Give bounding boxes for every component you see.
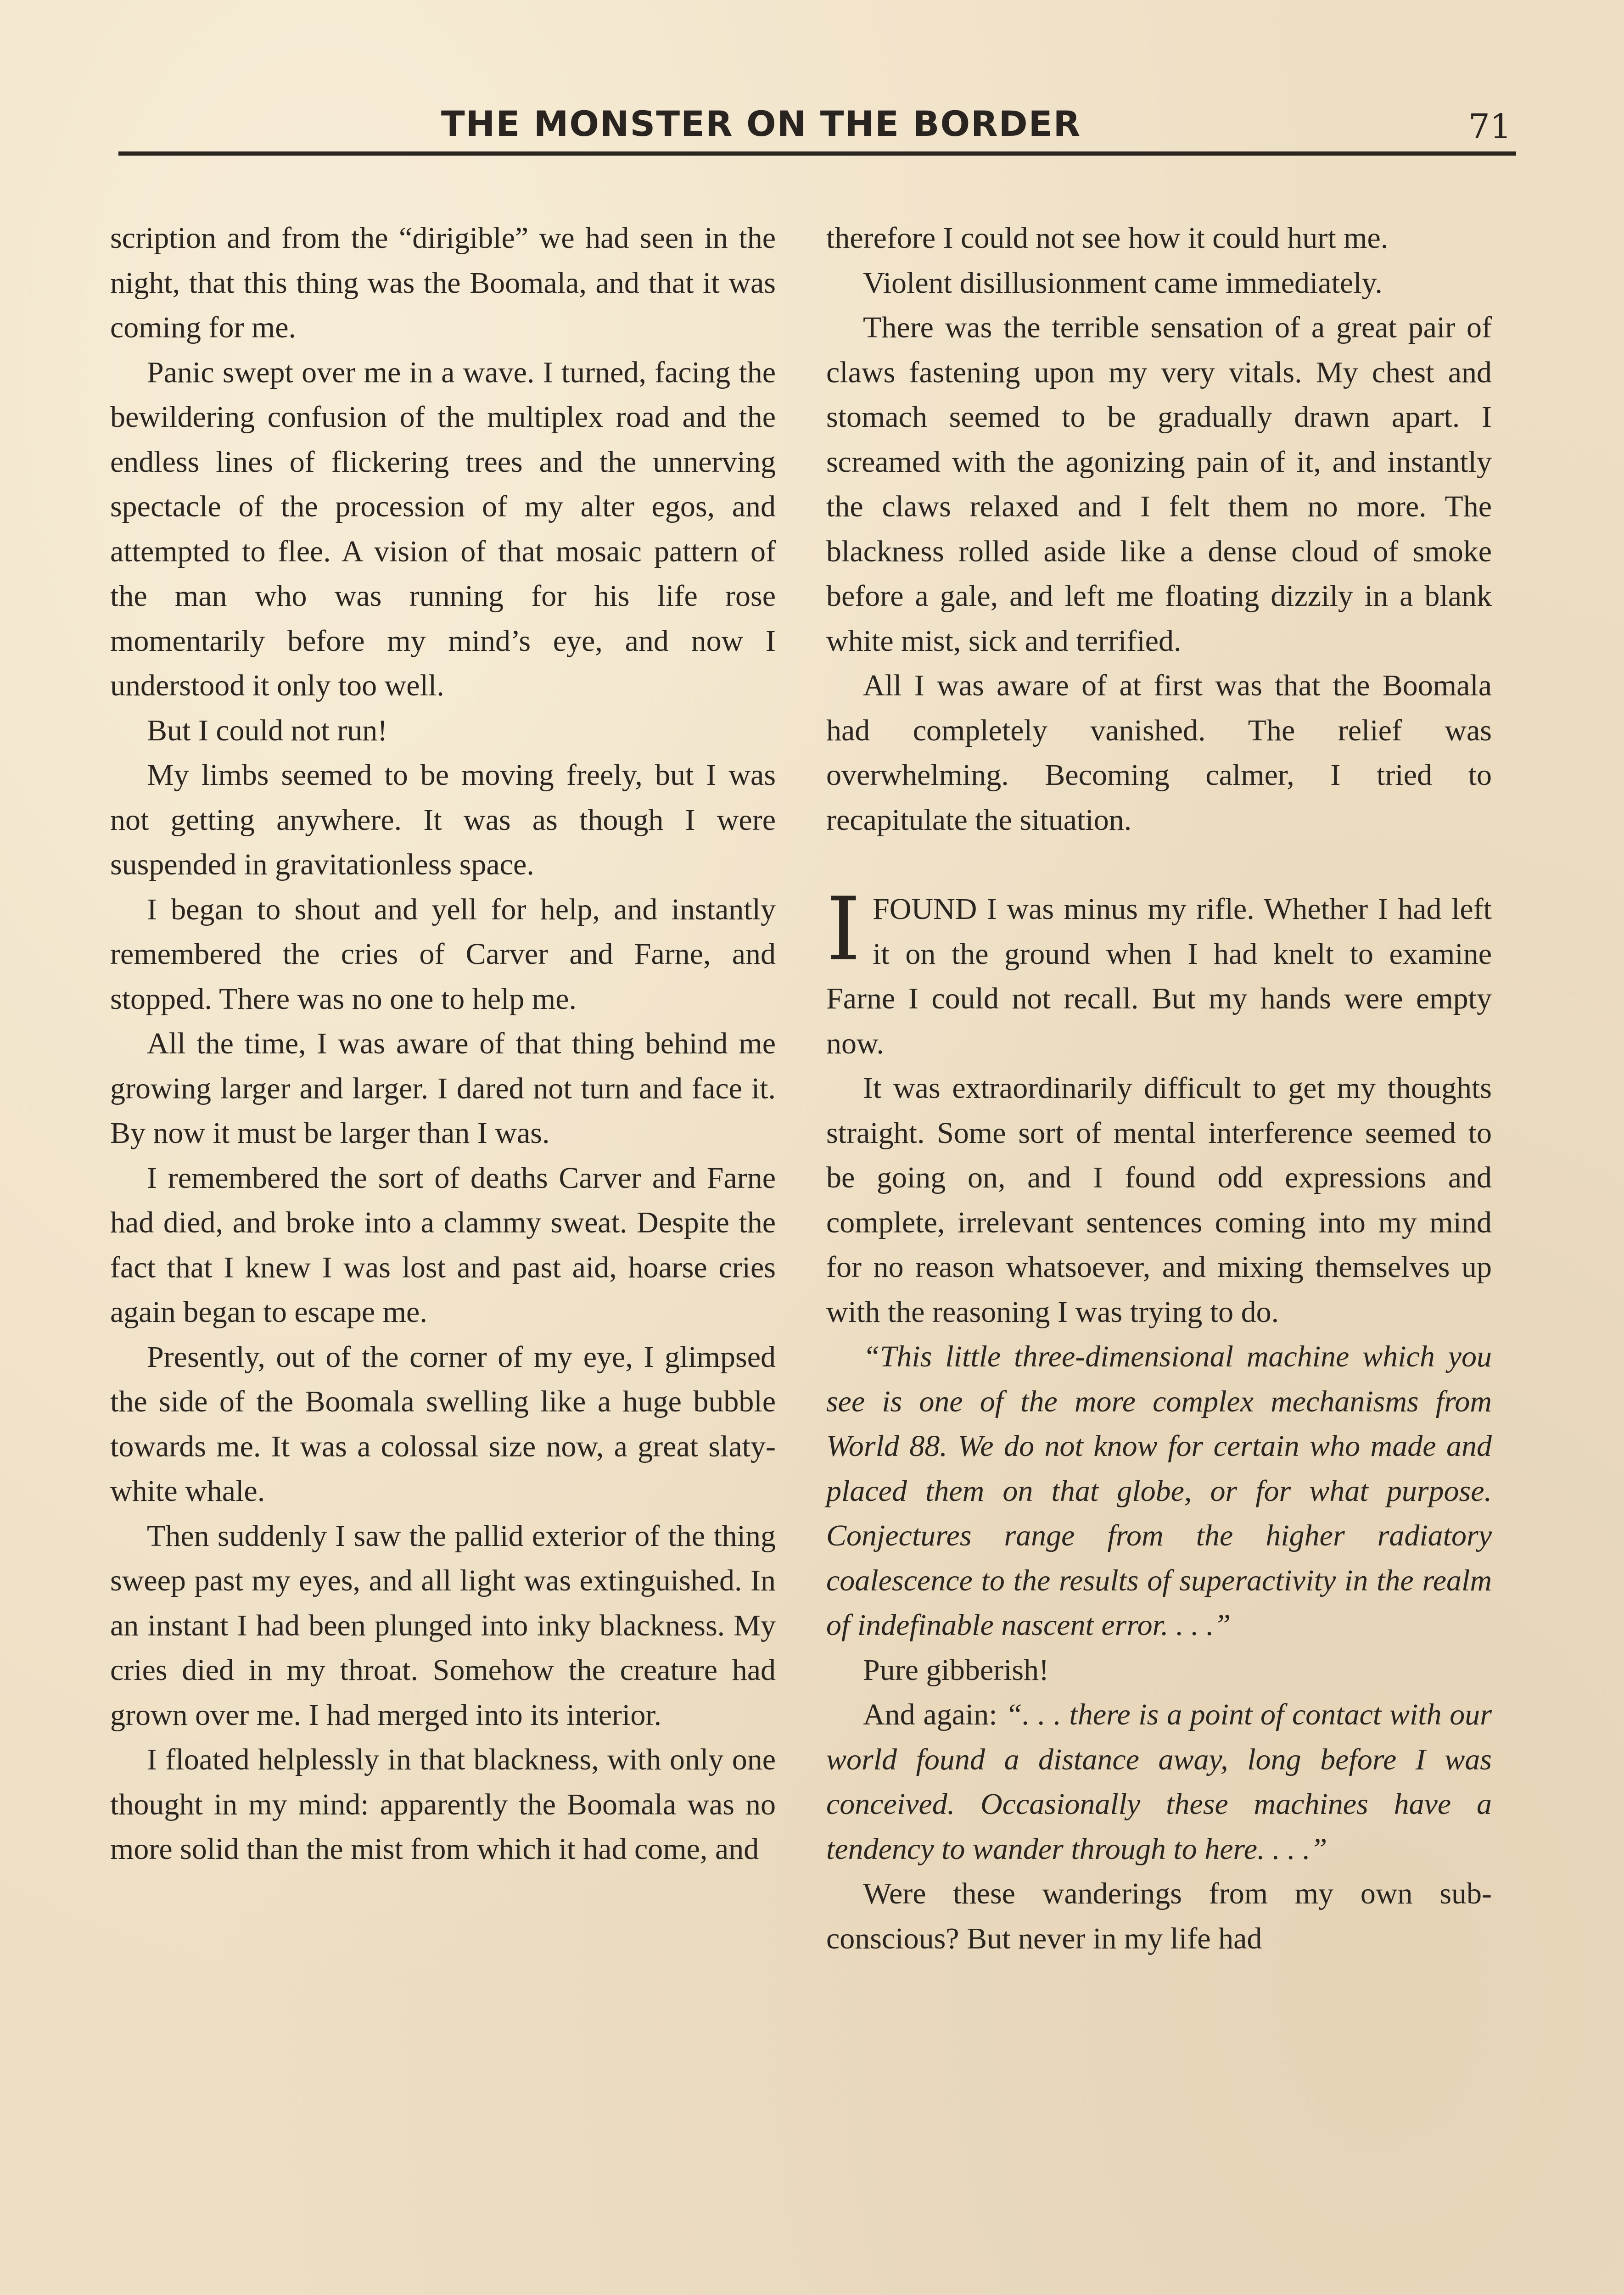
paragraph: I floated helplessly in that blackness, with only one thought in my mind: apparently the Boomala was no more solid than the mist from which it had come, and: [110, 1743, 776, 1866]
paragraph: Violent disillusionment came immediately.: [863, 266, 1383, 300]
page-number: 71: [1468, 107, 1512, 146]
paragraph: Pure gibberish!: [863, 1653, 1049, 1687]
paragraph: There was the terrible sensation of a great pair of claws fastening upon my very vitals. My chest and stomach seemed to be gradually drawn apart. I screamed with the agonizing pain of it, and instantly the claws relaxed and I felt them no more. The blackness rolled aside like a dense cloud of smoke before a gale, and left me floating dizzily in a blank white mist, sick and terrified.: [826, 311, 1492, 658]
paragraph: [826, 1692, 1492, 1871]
paragraph: therefore I could not see how it could hurt me.: [826, 221, 1389, 255]
paragraph: Were these wanderings from my own sub-conscious? But never in my life had: [826, 1877, 1492, 1955]
right-column: [826, 216, 1492, 1961]
paragraph: I remembered the sort of deaths Carver and Farne had died, and broke into a clammy sweat. Despite the fact that I knew I was lost and past aid, hoarse cries again began to escape me.: [110, 1161, 776, 1329]
paragraph: All the time, I was aware of that thing behind me growing larger and larger. I dared not turn and face it. By now it must be larger than I was.: [110, 1027, 776, 1150]
paragraph: Panic swept over me in a wave. I turned, facing the bewildering confusion of the multiplex road and the endless lines of flickering trees and the unnerving spectacle of the procession of my alter egos, and attempted to flee. A vision of that mosaic pattern of the man who was running for his life rose momentarily before my mind’s eye, and now I understood it only too well.: [110, 355, 776, 702]
paragraph: I began to shout and yell for help, and instantly remembered the cries of Carver and Farne, and stopped. There was no one to help me.: [110, 892, 776, 1016]
italic-quote: “. . . there is a point of contact with our world found a distance away, long before I was conceived. Occasionally these machines have a tendency to wander through to here. . . .”: [826, 1698, 1492, 1866]
running-title: THE MONSTER ON THE BORDER: [441, 103, 1081, 144]
paragraph: Then suddenly I saw the pallid exterior of the thing sweep past my eyes, and all light was extinguished. In an instant I had been plunged into inky blackness. My cries died in my throat. Somehow the creature had grown over me. I had merged into its interior.: [110, 1519, 776, 1732]
paragraph: But I could not run!: [147, 713, 388, 747]
paragraph-lead: And again:: [863, 1698, 1006, 1731]
paragraph: Presently, out of the corner of my eye, I glimpsed the side of the Boomala swelling like a huge bubble towards me. It was a colossal size now, a great slaty-white whale.: [110, 1340, 776, 1508]
left-column: [110, 216, 776, 1872]
drop-cap: I: [826, 879, 861, 980]
section-opening-paragraph: [826, 879, 1492, 1066]
paragraph: It was extraordinarily difficult to get my thoughts straight. Some sort of mental interference seemed to be going on, and I found odd expressions and complete, irrelevant sentences coming into my mind for no reason whatsoever, and mixing themselves up with the reasoning I was trying to do.: [826, 1071, 1492, 1329]
page-header: [118, 99, 1516, 154]
paragraph: All I was aware of at first was that the Boomala had completely vanished. The relief was overwhelming. Becoming calmer, I tried to recapitulate the situation.: [826, 669, 1492, 837]
header-rule: [118, 151, 1516, 156]
paragraph-text: FOUND I was minus my rifle. Whether I had left it on the ground when I had knelt to examine Farne I could not recall. But my hands were empty now.: [826, 892, 1492, 1060]
paragraph: My limbs seemed to be moving freely, but I was not getting anywhere. It was as though I were suspended in gravitationless space.: [110, 758, 776, 881]
paragraph: scription and from the “dirigible” we had seen in the night, that this thing was the Boomala, and that it was coming for me.: [110, 221, 776, 344]
italic-quote-paragraph: “This little three-dimensional machine which you see is one of the more complex mechanisms from World 88. We do not know for certain who made and placed them on that globe, or for what purpose. Conjectures range from the higher radiatory coalescence to the results of superactivity in the realm of indefinable nascent error. . . .”: [826, 1340, 1492, 1642]
